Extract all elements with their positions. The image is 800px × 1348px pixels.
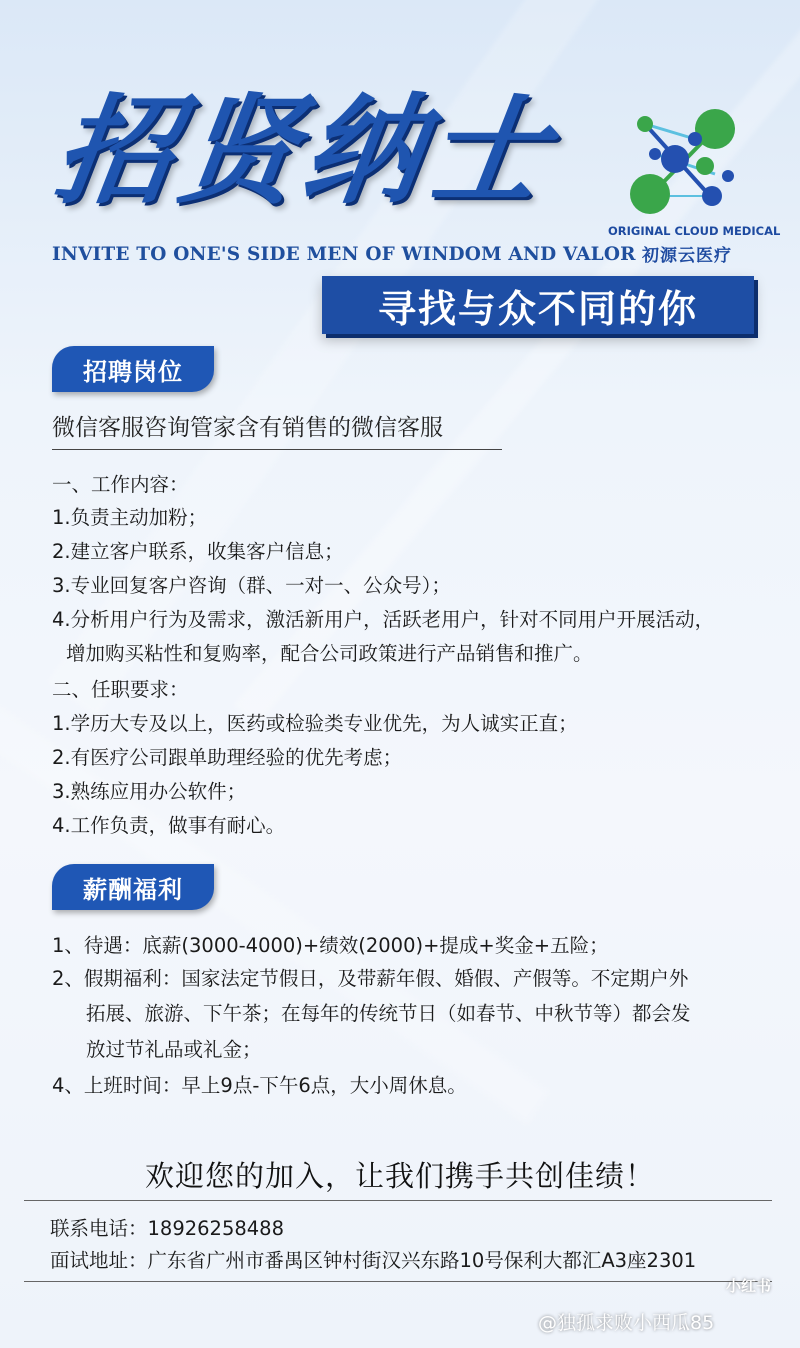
watermark-badge: 小红书 [726, 1277, 772, 1295]
tab-benefits [52, 864, 214, 910]
list-item: 拓展、旅游、下午茶；在每年的传统节日（如春节、中秋节等）都会发 [86, 1002, 691, 1025]
logo-name-en: ORIGINAL CLOUD MEDICAL [608, 224, 781, 238]
list-item: 4.分析用户行为及需求，激活新用户，活跃老用户，针对不同用户开展活动， [52, 608, 715, 631]
list-item: 1.负责主动加粉； [52, 506, 208, 529]
list-item: 3.熟练应用办公软件； [52, 780, 247, 803]
logo-name-cn: 初源云医疗 [642, 246, 732, 266]
tab-positions [52, 346, 214, 392]
list-item: 1、待遇：底薪(3000-4000)+绩效(2000)+提成+奖金+五险； [52, 934, 609, 957]
list-item: 1.学历大专及以上，医药或检验类专业优先，为人诚实正直； [52, 712, 578, 735]
title-underline [52, 449, 502, 450]
list-item: 4、上班时间：早上9点-下午6点，大小周休息。 [52, 1074, 467, 1097]
molecule-network-icon [620, 104, 740, 214]
contact-address: 面试地址：广东省广州市番禺区钟村街汉兴东路10号保利大都汇A3座2301 [50, 1249, 697, 1272]
subtitle-en: INVITE TO ONE'S SIDE MEN OF WINDOM AND VALOR [52, 244, 636, 265]
list-item: 增加购买粘性和复购率，配合公司政策进行产品销售和推广。 [66, 642, 593, 665]
list-item: 2.有医疗公司跟单助理经验的优先考虑； [52, 746, 403, 769]
list-item: 一、工作内容： [52, 473, 189, 496]
list-item: 4.工作负责，做事有耐心。 [52, 814, 286, 837]
slogan-text: 寻找与众不同的你 [377, 286, 698, 331]
list-item: 2.建立客户联系，收集客户信息； [52, 540, 344, 563]
list-item: 二、任职要求： [52, 678, 189, 701]
tab-benefits-label: 薪酬福利 [83, 875, 183, 904]
list-item: 3.专业回复客户咨询（群、一对一、公众号）； [52, 574, 451, 597]
job-title: 微信客服咨询管家含有销售的微信客服 [52, 415, 443, 441]
contact-phone: 联系电话：18926258488 [50, 1217, 284, 1240]
tab-positions-label: 招聘岗位 [83, 357, 183, 386]
watermark-handle: @独孤求败小西瓜85 [538, 1312, 715, 1334]
closing-message: 欢迎您的加入，让我们携手共创佳绩！ [144, 1159, 655, 1193]
list-item: 放过节礼品或礼金； [86, 1038, 262, 1061]
divider-bottom [24, 1281, 772, 1282]
divider-top [24, 1200, 772, 1201]
list-item: 2、假期福利：国家法定节假日，及带薪年假、婚假、产假等。不定期户外 [52, 967, 689, 990]
headline: 招贤纳士 [46, 82, 562, 220]
slogan-banner [322, 276, 754, 334]
